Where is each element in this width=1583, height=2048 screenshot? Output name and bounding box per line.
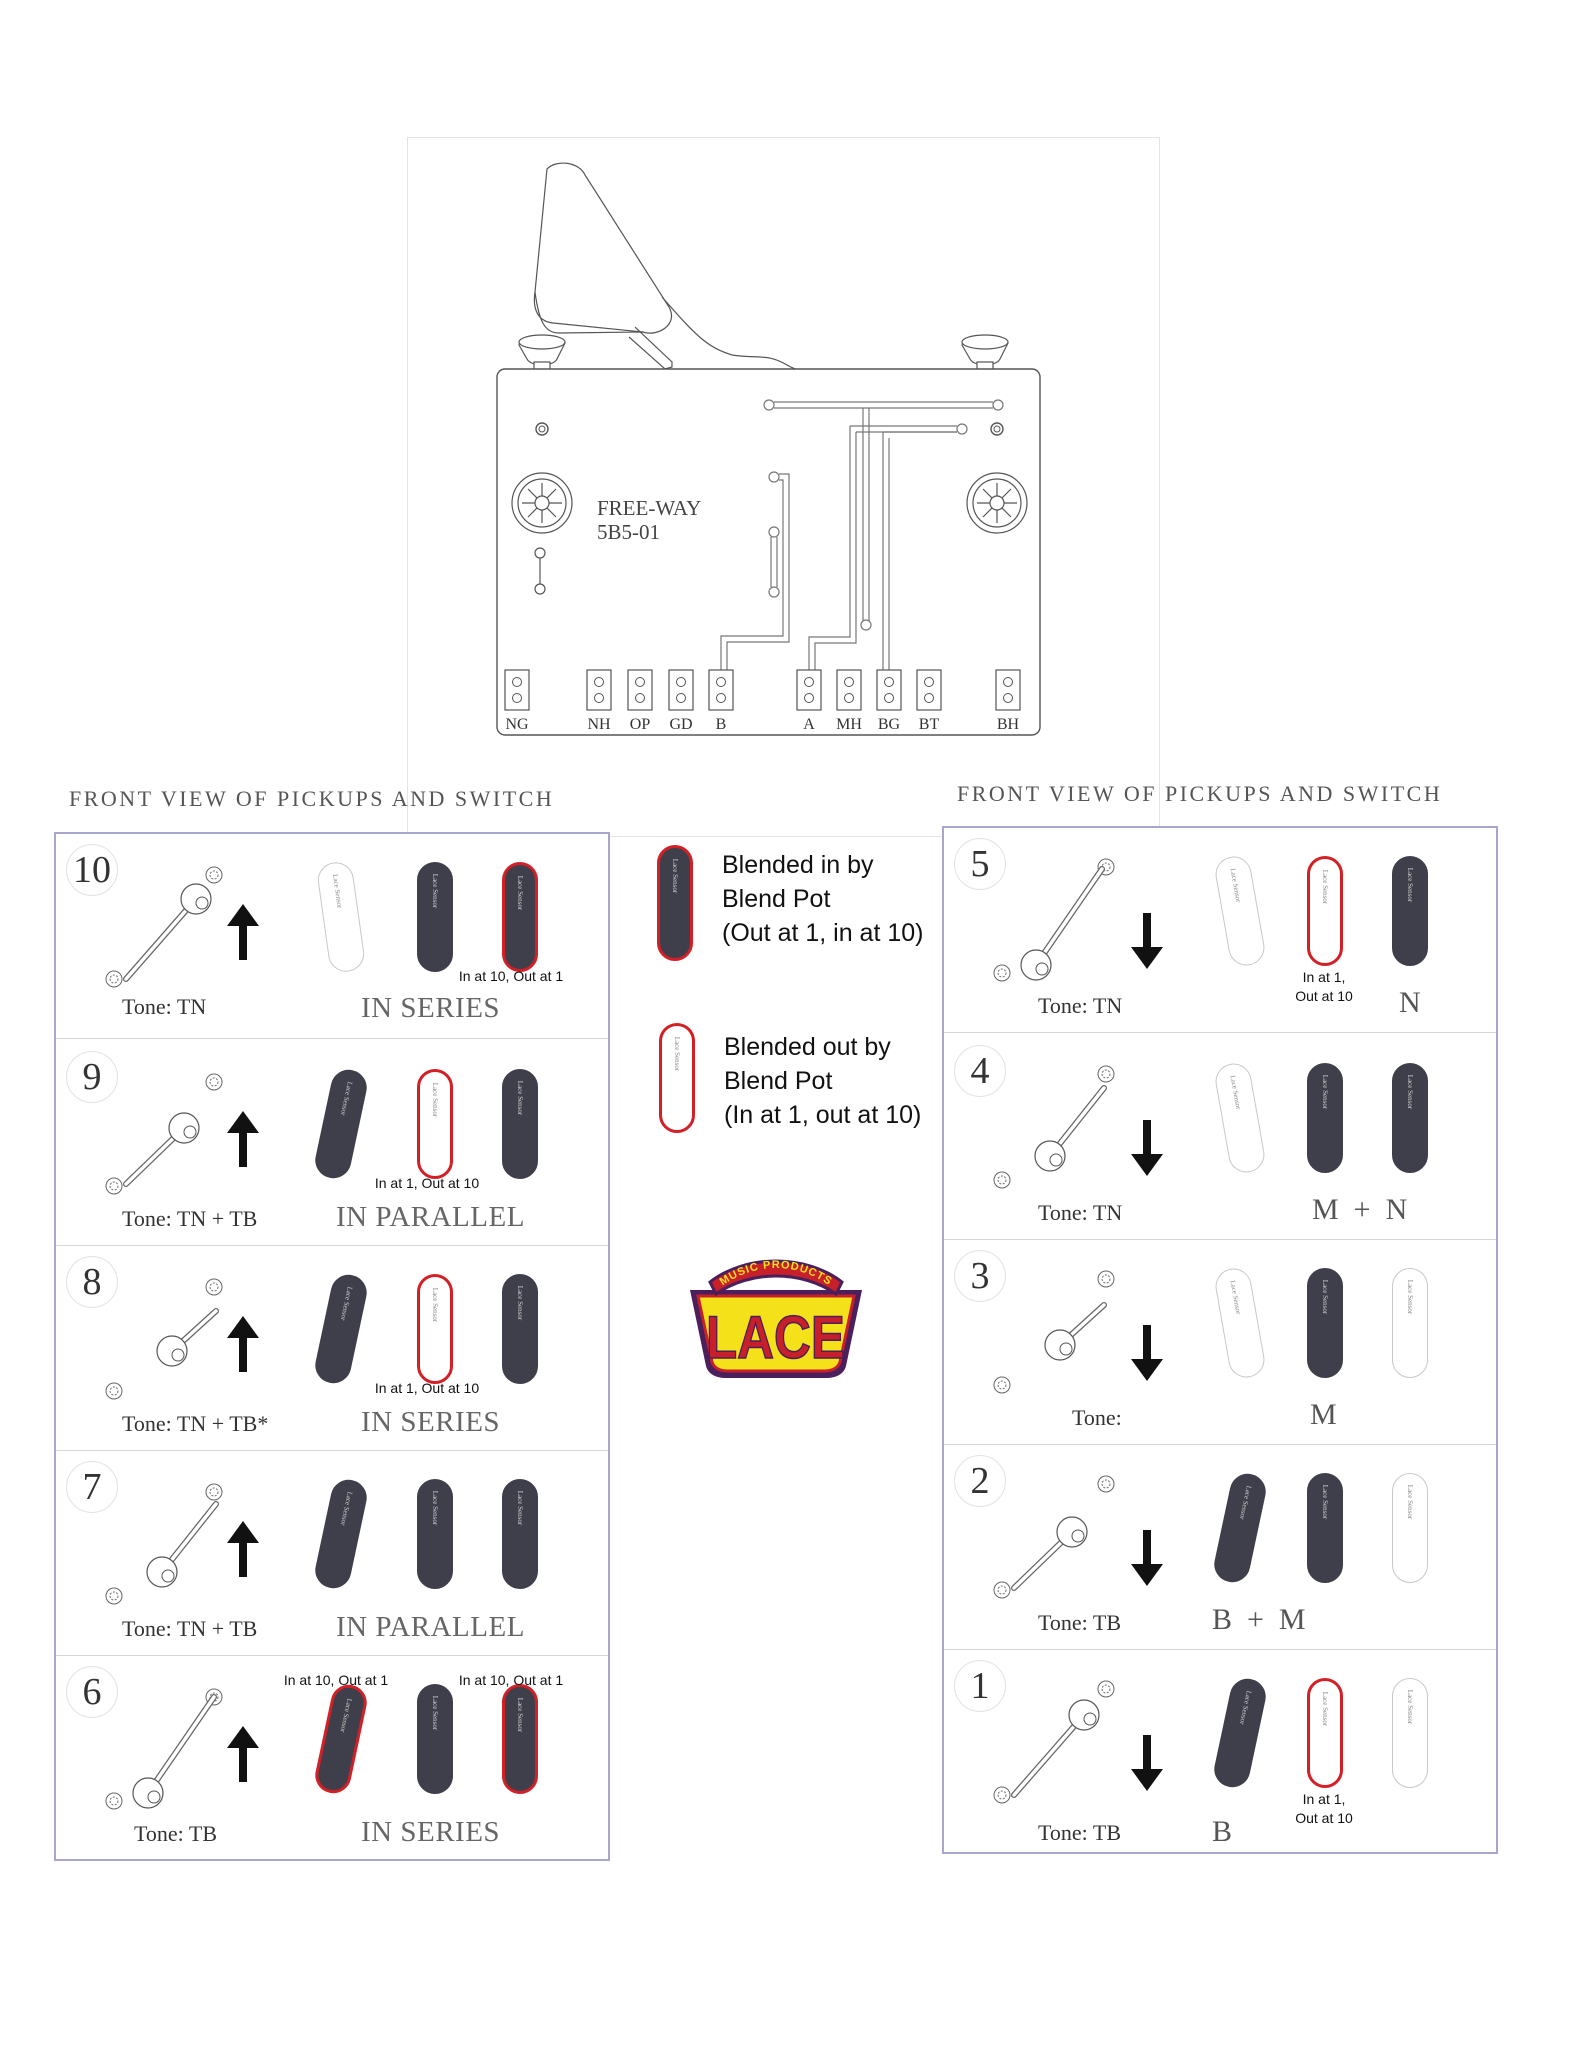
tone-label: Tone: TB — [1038, 1820, 1121, 1845]
tone-label: Tone: TN — [1038, 993, 1123, 1018]
switch-board — [497, 369, 1040, 735]
legend-out-line3: (In at 1, out at 10) — [724, 1101, 922, 1129]
blend-note — [1264, 968, 1384, 1006]
lever-switch-icon — [984, 1060, 1154, 1210]
blend-note: In at 10, Out at 1 — [458, 1672, 564, 1688]
lace-logo — [676, 1248, 876, 1386]
switch-diagram — [407, 137, 1160, 837]
pickup-label: Lace Sensor — [1321, 1484, 1329, 1520]
active-pickups-label: M + N — [1312, 1193, 1408, 1226]
right-row-position-1 — [944, 1650, 1496, 1855]
lug-label: B — [715, 716, 727, 733]
pickup-light — [1213, 1266, 1268, 1381]
arrow-down-icon — [1131, 1530, 1163, 1586]
blend-note — [1264, 1790, 1384, 1828]
wiring-mode-label: IN SERIES — [361, 1816, 501, 1848]
pickup-label: Lace Sensor — [1406, 1279, 1414, 1315]
logo-top-text: MUSIC PRODUCTS — [717, 1258, 835, 1289]
blend-note: In at 1, Out at 10 — [374, 1175, 480, 1191]
legend-blended-in-text — [722, 848, 924, 950]
position-number: 6 — [66, 1666, 118, 1718]
pickup-dark — [312, 1476, 370, 1591]
lug-gd — [669, 670, 693, 733]
pickup-label: Lace Sensor — [1228, 867, 1243, 904]
arrow-down-icon — [1131, 1120, 1163, 1176]
arrow-up-icon — [227, 1726, 259, 1782]
legend-blended-in-pickup — [657, 845, 693, 961]
active-pickups-label: M — [1310, 1398, 1337, 1431]
position-number: 10 — [66, 844, 118, 896]
pickup-label: Lace Sensor — [431, 873, 439, 909]
pickup-dark — [417, 1684, 453, 1794]
pickup-label: Lace Sensor — [431, 1490, 439, 1526]
lever-switch-icon — [984, 1470, 1154, 1620]
pickup-dark — [1392, 856, 1428, 966]
pickup-light — [1392, 1473, 1428, 1583]
pickup-dark — [312, 1271, 370, 1386]
board-title-line1: FREE-WAY — [597, 496, 702, 520]
pickup-red-in — [502, 862, 538, 972]
lug-label: GD — [669, 716, 693, 733]
blend-note: In at 1, Out at 10 — [374, 1380, 480, 1396]
lug-label: BH — [996, 716, 1020, 733]
tone-label: Tone: — [1072, 1405, 1122, 1430]
pickup-label: Lace Sensor — [1237, 1689, 1253, 1726]
board-title-line2: 5B5-01 — [597, 520, 660, 544]
pickup-label: Lace Sensor — [1321, 1074, 1329, 1110]
arrow-up-icon — [227, 904, 259, 960]
lug-nh — [587, 670, 611, 733]
mount-screw-right — [962, 335, 1008, 372]
lug-label: NG — [505, 716, 529, 733]
left-row-position-10 — [56, 834, 608, 1039]
lever-tip — [534, 163, 862, 389]
pickup-label: Lace Sensor — [671, 858, 679, 894]
pickup-label: Lace Sensor — [1228, 1074, 1243, 1111]
tone-label: Tone: TB — [134, 1821, 217, 1846]
legend-out-line1: Blended out by — [724, 1033, 891, 1061]
pickup-label: Lace Sensor — [1406, 1689, 1414, 1725]
pickup-red-in — [312, 1681, 370, 1796]
pickup-label: Lace Sensor — [431, 1287, 439, 1323]
lug-op — [628, 670, 652, 733]
pickup-red-out — [417, 1069, 453, 1179]
pickup-label: Lace Sensor — [338, 1490, 354, 1527]
right-row-position-3 — [944, 1240, 1496, 1445]
legend-in-line2: Blend Pot — [722, 885, 831, 913]
position-number: 2 — [954, 1455, 1006, 1507]
pickup-red-in — [502, 1684, 538, 1794]
pickup-label: Lace Sensor — [1406, 867, 1414, 903]
position-number: 5 — [954, 838, 1006, 890]
lug-bh — [996, 670, 1020, 733]
pickup-dark — [1307, 1268, 1343, 1378]
left-row-position-7 — [56, 1451, 608, 1656]
lug-ng — [505, 670, 529, 733]
right-positions-panel — [942, 826, 1498, 1854]
pickup-label: Lace Sensor — [1406, 1484, 1414, 1520]
pickup-dark — [1211, 1470, 1269, 1585]
pickup-dark — [417, 1479, 453, 1589]
pickup-label: Lace Sensor — [1237, 1484, 1253, 1521]
pickup-label: Lace Sensor — [338, 1285, 354, 1322]
lever-switch-icon — [984, 1675, 1154, 1825]
wiring-mode-label: IN SERIES — [361, 1406, 501, 1438]
pickup-red-out — [417, 1274, 453, 1384]
tone-label: Tone: TN — [1038, 1200, 1123, 1225]
wiring-mode-label: IN SERIES — [361, 992, 501, 1024]
pickup-label: Lace Sensor — [516, 1490, 524, 1526]
lug-bg — [877, 670, 901, 733]
pickup-light — [1392, 1678, 1428, 1788]
pickup-red-out — [1307, 856, 1343, 966]
position-number: 3 — [954, 1250, 1006, 1302]
blend-note-line2: Out at 10 — [1295, 1810, 1353, 1826]
pickup-label: Lace Sensor — [516, 1697, 524, 1733]
pickup-light — [1213, 854, 1268, 969]
legend-in-line3: (Out at 1, in at 10) — [722, 919, 924, 947]
arrow-up-icon — [227, 1521, 259, 1577]
lug-label: MH — [836, 716, 862, 733]
blend-note-line2: Out at 10 — [1295, 988, 1353, 1004]
tone-label: Tone: TN — [122, 994, 207, 1019]
tone-label: Tone: TN + TB — [122, 1206, 258, 1231]
right-row-position-5 — [944, 828, 1496, 1033]
pickup-dark — [417, 862, 453, 972]
active-pickups-label: B + M — [1212, 1603, 1306, 1636]
tone-label: Tone: TN + TB — [122, 1616, 258, 1641]
pickup-label: Lace Sensor — [673, 1036, 681, 1072]
arrow-up-icon — [227, 1111, 259, 1167]
pickup-dark — [1307, 1473, 1343, 1583]
pickup-label: Lace Sensor — [516, 875, 524, 911]
arrow-down-icon — [1131, 913, 1163, 969]
right-row-position-2 — [944, 1445, 1496, 1650]
pickup-red-out — [1307, 1678, 1343, 1788]
left-row-position-8 — [56, 1246, 608, 1451]
tone-label: Tone: TB — [1038, 1610, 1121, 1635]
pickup-dark — [1392, 1063, 1428, 1173]
position-number: 8 — [66, 1256, 118, 1308]
lug-bt — [917, 670, 941, 733]
pickup-label: Lace Sensor — [516, 1285, 524, 1321]
lug-label: A — [803, 716, 815, 733]
pickup-label: Lace Sensor — [431, 1082, 439, 1118]
right-row-position-4 — [944, 1035, 1496, 1240]
tone-label: Tone: TN + TB* — [122, 1411, 269, 1436]
pickup-label: Lace Sensor — [331, 873, 344, 909]
lug-label: NH — [587, 716, 611, 733]
blend-note: In at 10, Out at 1 — [458, 968, 564, 984]
pickup-label: Lace Sensor — [338, 1080, 354, 1117]
pickup-dark — [1307, 1063, 1343, 1173]
legend-out-line2: Blend Pot — [724, 1067, 833, 1095]
pickup-label: Lace Sensor — [431, 1695, 439, 1731]
lug-label: OP — [629, 716, 651, 733]
lug-label: BT — [918, 716, 940, 733]
pickup-label: Lace Sensor — [1321, 1691, 1329, 1727]
arrow-down-icon — [1131, 1325, 1163, 1381]
left-positions-panel — [54, 832, 610, 1861]
lug-mh — [836, 670, 862, 733]
legend-in-line1: Blended in by — [722, 851, 874, 879]
pickup-label: Lace Sensor — [338, 1697, 354, 1734]
position-number: 1 — [954, 1660, 1006, 1712]
pickup-dark — [1211, 1675, 1269, 1790]
pickup-dark — [502, 1479, 538, 1589]
active-pickups-label: B — [1212, 1815, 1233, 1848]
mount-screw-left — [519, 335, 565, 372]
active-pickups-label: N — [1399, 986, 1421, 1019]
pickup-dark — [502, 1274, 538, 1384]
blend-note-line1: In at 1, — [1302, 1791, 1346, 1807]
pickup-label: Lace Sensor — [1406, 1074, 1414, 1110]
legend-blended-out-text — [724, 1030, 921, 1132]
lever-switch-icon — [984, 853, 1154, 1003]
position-number: 9 — [66, 1051, 118, 1103]
blend-note-line1: In at 1, — [1302, 969, 1346, 985]
left-row-position-9 — [56, 1041, 608, 1246]
pickup-label: Lace Sensor — [1321, 1279, 1329, 1315]
pickup-light — [1213, 1061, 1268, 1176]
pickup-dark — [502, 1069, 538, 1179]
pickup-label: Lace Sensor — [1228, 1279, 1243, 1316]
pickup-dark — [312, 1066, 370, 1181]
position-number: 7 — [66, 1461, 118, 1513]
position-number: 4 — [954, 1045, 1006, 1097]
pickup-label: Lace Sensor — [516, 1080, 524, 1116]
lug-label: BG — [877, 716, 901, 733]
legend-blended-out-pickup — [659, 1023, 695, 1133]
left-section-heading: FRONT VIEW OF PICKUPS AND SWITCH — [69, 786, 555, 811]
arrow-down-icon — [1131, 1735, 1163, 1791]
pickup-light — [1392, 1268, 1428, 1378]
blend-note: In at 10, Out at 1 — [283, 1672, 389, 1688]
left-row-position-6 — [56, 1656, 608, 1861]
pickup-label: Lace Sensor — [1321, 869, 1329, 905]
lever-switch-icon — [984, 1265, 1154, 1415]
right-section-heading: FRONT VIEW OF PICKUPS AND SWITCH — [957, 781, 1443, 806]
wiring-mode-label: IN PARALLEL — [336, 1611, 525, 1643]
logo-main-text: LACE — [706, 1304, 845, 1371]
wiring-mode-label: IN PARALLEL — [336, 1201, 525, 1233]
pickup-light — [316, 860, 367, 974]
arrow-up-icon — [227, 1316, 259, 1372]
